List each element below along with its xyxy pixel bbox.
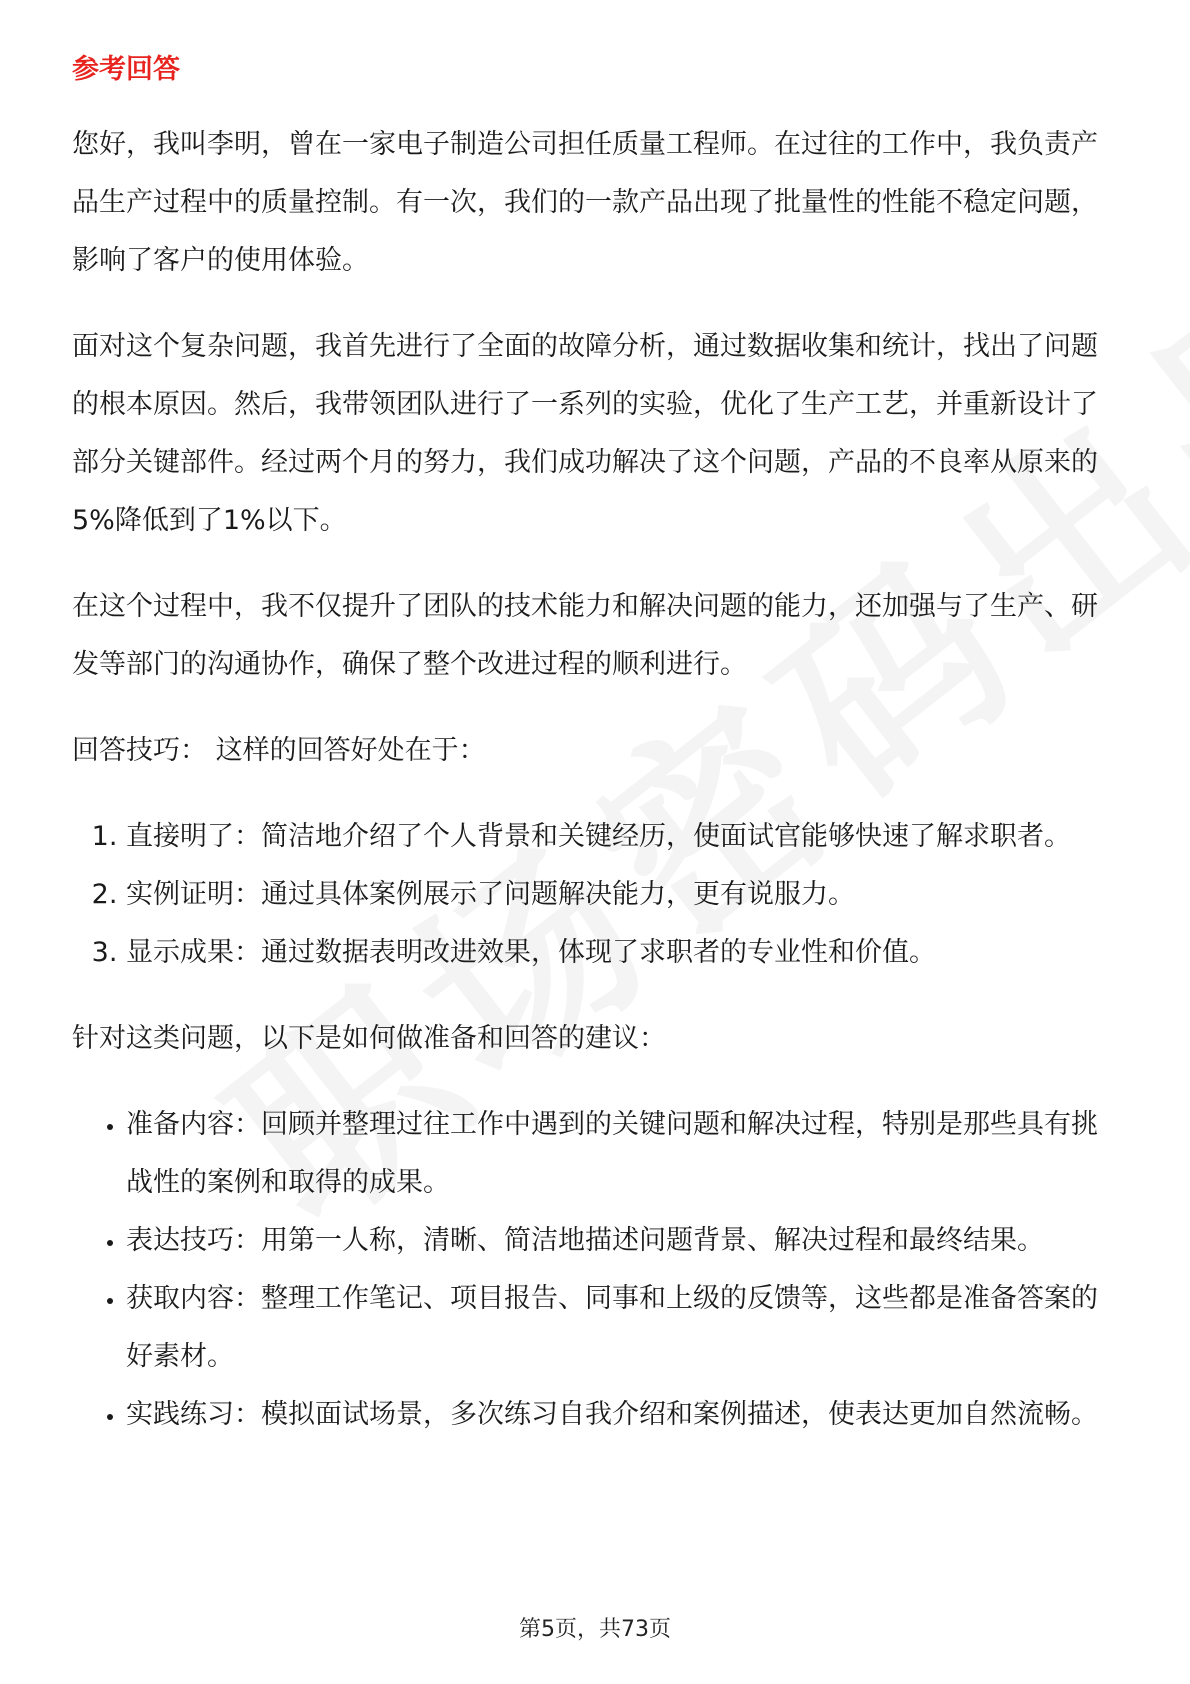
section-heading: 参考回答 [72, 54, 180, 85]
advice-intro: 针对这类问题，以下是如何做准备和回答的建议： [72, 1023, 666, 1054]
list-item: 2. 实例证明：通过具体案例展示了问题解决能力，更有说服力。 [126, 866, 1122, 924]
advice-list [72, 1096, 1122, 1444]
answer-paragraph-2: 面对这个复杂问题，我首先进行了全面的故障分析，通过数据收集和统计，找出了问题的根本原因。然后，我带领团队进行了一系列的实验，优化了生产工艺，并重新设计了部分关键部件。经过两个月的努力，我们成功解决了这个问题，产品的不良率从原来的5%降低到了1%以下。 [72, 331, 1098, 536]
answer-paragraph-3: 在这个过程中，我不仅提升了团队的技术能力和解决问题的能力，还加强与了生产、研发等部门的沟通协作，确保了整个改进过程的顺利进行。 [72, 591, 1098, 680]
list-item: • 准备内容：回顾并整理过往工作中遇到的关键问题和解决过程，特别是那些具有挑战性的案例和取得的成果。 [126, 1096, 1122, 1212]
document-body [72, 48, 1122, 1472]
list-item: • 表达技巧：用第一人称，清晰、简洁地描述问题背景、解决过程和最终结果。 [126, 1212, 1122, 1270]
tips-list [72, 808, 1122, 982]
list-item: 1. 直接明了：简洁地介绍了个人背景和关键经历，使面试官能够快速了解求职者。 [126, 808, 1122, 866]
answer-paragraph-1: 您好，我叫李明，曾在一家电子制造公司担任质量工程师。在过往的工作中，我负责产品生产过程中的质量控制。有一次，我们的一款产品出现了批量性的性能不稳定问题，影响了客户的使用体验。 [72, 129, 1098, 276]
list-item: • 实践练习：模拟面试场景，多次练习自我介绍和案例描述，使表达更加自然流畅。 [126, 1386, 1122, 1444]
list-item: • 获取内容：整理工作笔记、项目报告、同事和上级的反馈等，这些都是准备答案的好素材。 [126, 1270, 1122, 1386]
page-number: 第5页，共73页 [519, 1617, 671, 1642]
tips-intro: 回答技巧： 这样的回答好处在于： [72, 735, 486, 766]
list-item: 3. 显示成果：通过数据表明改进效果，体现了求职者的专业性和价值。 [126, 924, 1122, 982]
